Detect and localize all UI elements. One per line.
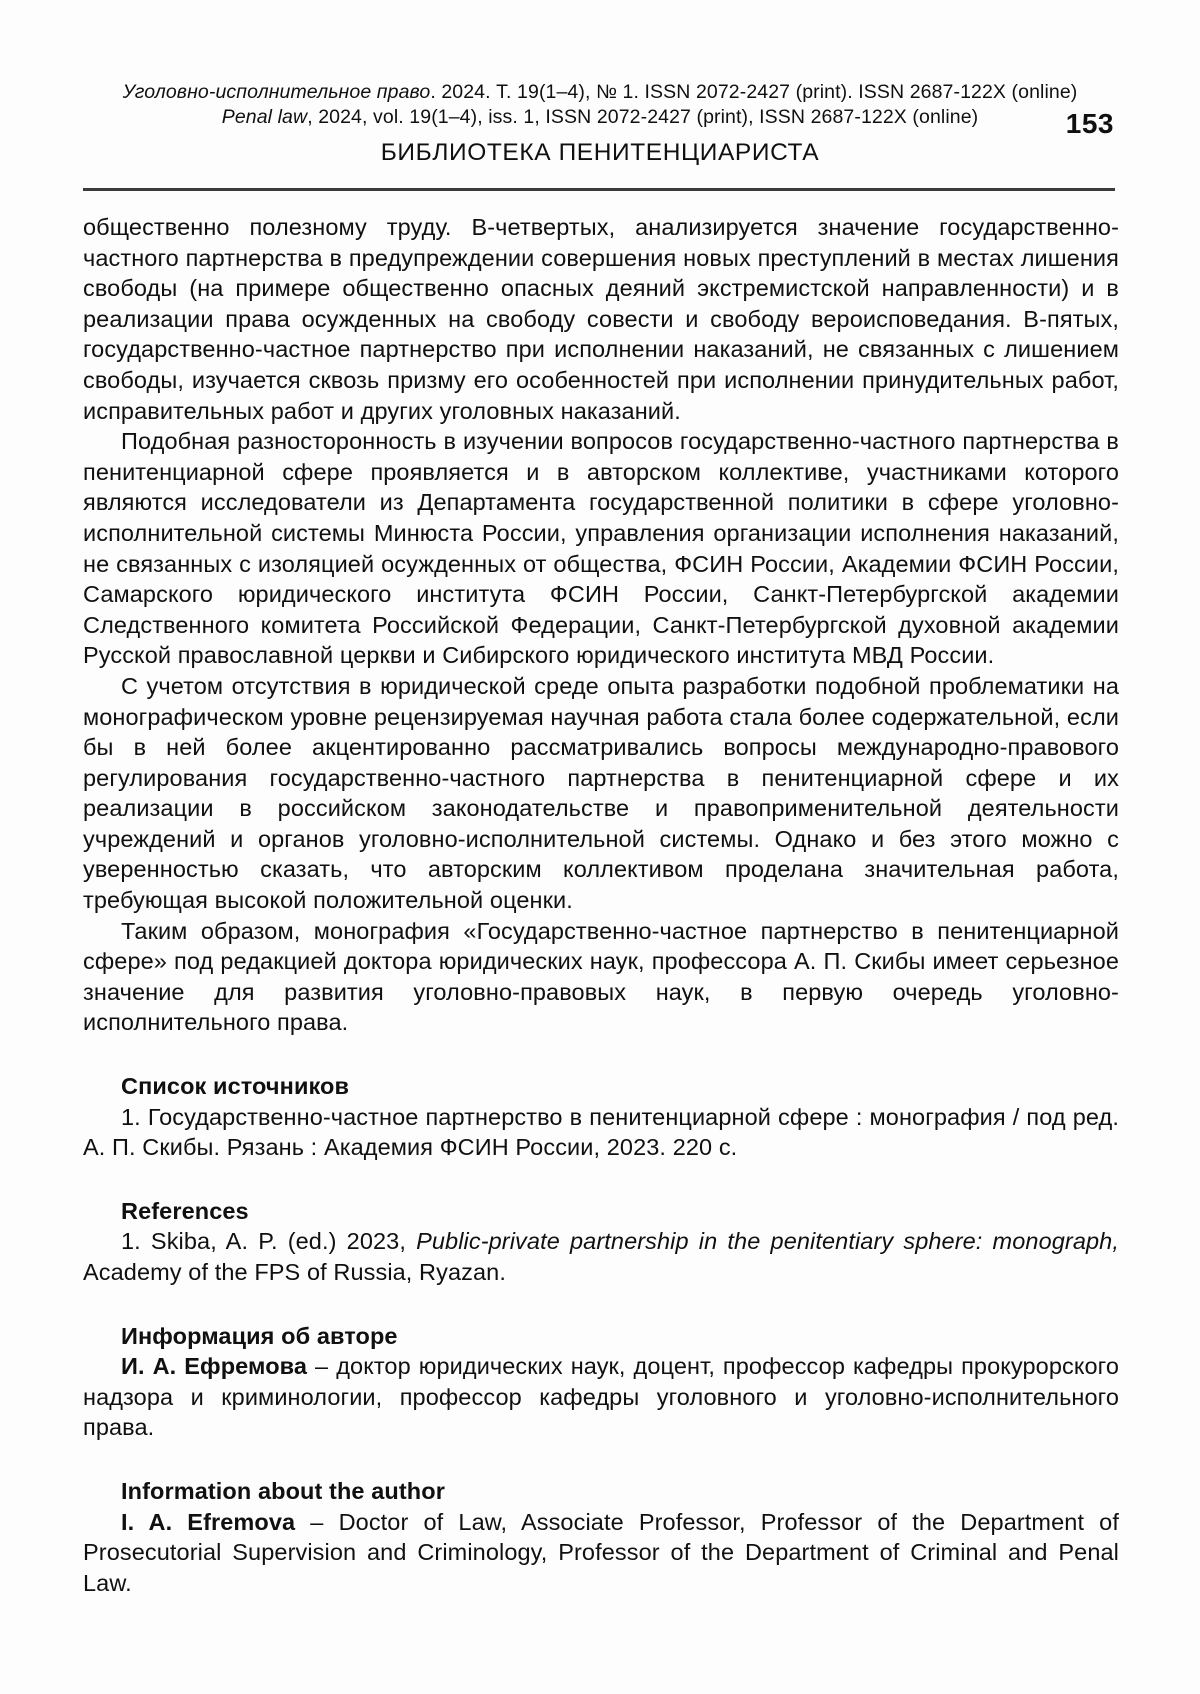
article-body: [83, 212, 1119, 1598]
author-info-en: I. A. Efremova – Doctor of Law, Associate Professor, Professor of the Department of Prosecutorial Supervision and Criminology, Professor of the Department of Criminal and Penal Law.: [83, 1508, 1119, 1596]
paragraph-assessment: С учетом отсутствия в юридической среде опыта разработки подобной проблематики на монографическом уровне рецензируемая научная работа стала более содержательной, если бы в ней более акцентированно рассматривались вопросы международно-правового регулирования государственно-частного партнерства в пенитенциарной сфере и их реализации в российском законодательстве и правоприменительной деятельности учреждений и органов уголовно-исполнительной системы. Однако и без этого можно с уверенностью сказать, что авторским коллективом проделана значительная работа, требующая высокой положительной оценки.: [83, 672, 1119, 914]
paragraph-conclusion: Таким образом, монография «Государственно-частное партнерство в пенитенциарной сфере» под редакцией доктора юридических наук, профессора А. П. Скибы имеет серьезное значение для развития уголовно-правовых наук, в первую очередь уголовно-исполнительного права.: [83, 917, 1119, 1036]
header-rule: [83, 188, 1115, 191]
sources-heading: Список источников: [121, 1073, 350, 1100]
running-title: [82, 80, 1118, 130]
references-heading: References: [121, 1197, 249, 1224]
journal-citation-ru: Уголовно-исполнительное право. 2024. Т. 19(1–4), № 1. ISSN 2072-2427 (print). ISSN 2687-122X (online): [122, 81, 1078, 103]
sources-list-item: 1. Государственно-частное партнерство в пенитенциарной сфере : монография / под ред. А. П. Скибы. Рязань : Академия ФСИН России, 2023. 220 с.: [83, 1103, 1119, 1161]
paragraph-continuation: общественно полезному труду. В-четвертых, анализируется значение государственно-частного партнерства в предупреждении совершения новых преступлений в местах лишения свободы (на примере общественно опасных деяний экстремистской направленности) и в реализации права осужденных на свободу совести и свободу вероисповедания. В-пятых, государственно-частное партнерство при исполнении наказаний, не связанных с лишением свободы, изучается сквозь призму его особенностей при исполнении принудительных работ, исправительных работ и других уголовных наказаний.: [83, 214, 1119, 424]
references-list-item: 1. Skiba, A. P. (ed.) 2023, Public-private partnership in the penitentiary sphere: monograph, Academy of the FPS of Russia, Ryazan.: [83, 1228, 1119, 1285]
page-number: 153: [1065, 108, 1114, 139]
journal-citation-en: Penal law, 2024, vol. 19(1–4), iss. 1, ISSN 2072-2427 (print), ISSN 2687-122X (online): [221, 106, 979, 128]
author-info-en-heading: Information about the author: [121, 1477, 445, 1504]
paragraph-author-team: Подобная разносторонность в изучении вопросов государственно-частного партнерства в пенитенциарной сфере проявляется и в авторском коллективе, участниками которого являются исследователи из Департамента государственной политики в сфере уголовно-исполнительной системы Минюста России, управления организации исполнения наказаний, не связанных с изоляцией осужденных от общества, ФСИН России, Академии ФСИН России, Самарского юридического института ФСИН России, Санкт-Петербургской академии Следственного комитета Российской Федерации, Санкт-Петербургской духовной академии Русской православной церкви и Сибирского юридического института МВД России.: [83, 428, 1119, 669]
author-info-ru: И. А. Ефремова – доктор юридических наук, доцент, профессор кафедры прокурорского надзора и криминологии, профессор кафедры уголовного и уголовно-исполнительного права.: [83, 1353, 1119, 1441]
section-title: БИБЛИОТЕКА ПЕНИТЕНЦИАРИСТА: [380, 139, 820, 166]
author-info-ru-heading: Информация об авторе: [121, 1322, 398, 1349]
